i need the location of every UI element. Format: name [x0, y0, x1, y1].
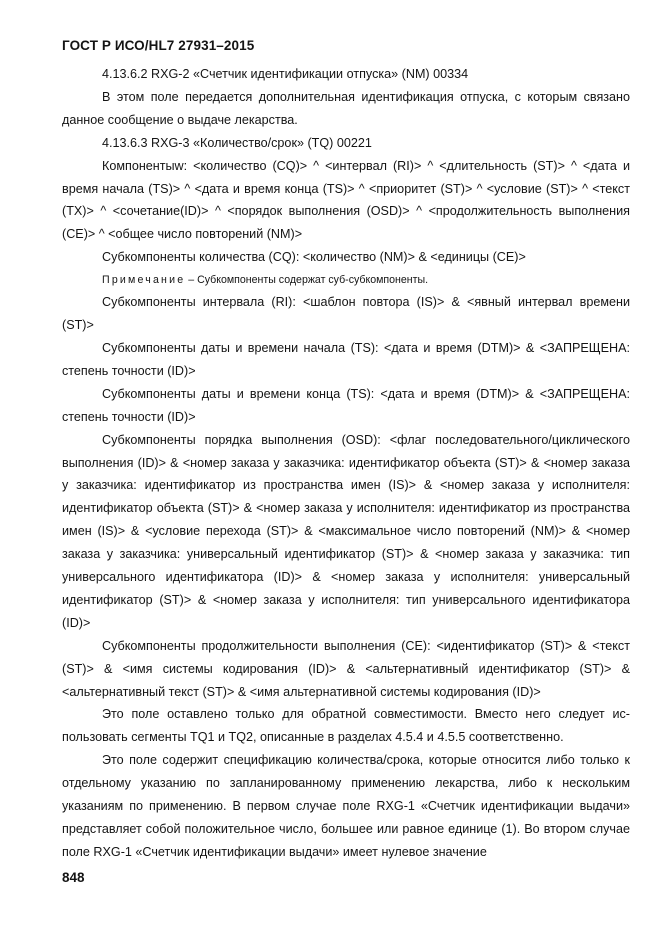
document-header: ГОСТ Р ИСО/HL7 27931–2015 — [62, 38, 255, 53]
components-paragraph: Компонентыw: <количество (CQ)> ^ <интервал (RI)> ^ <длительность (ST)> ^ <дата и время начала (TS)> ^ <дата и время конца (TS)> ^ <приоритет (ST)> ^ <условие (ST)> ^ <текст (TX)> ^ <сочетание(ID)> ^ <порядок выполнения (OSD)> ^ <продолжительность выполнения (CE)> ^ <общее число повторений (NM)> — [62, 158, 630, 242]
section-heading-rxg-2: 4.13.6.2 RXG-2 «Счетчик идентификации отпуска» (NM) 00334 — [102, 67, 469, 81]
backward-compatibility-paragraph: Это поле оставлено только для обратной совместимости. Вместо него следует использовать сегменты TQ1 и TQ2, описанные в разделах 4.5.4 и 4.5.5 соответственно. — [62, 707, 630, 745]
duration-subcomponents-paragraph: Субкомпоненты продолжительности выполнения (CE): <идентификатор (ST)> & <текст (ST)> & <имя системы кодирования (ID)> & <альтернативный идентификатор (ST)> & <альтернативный текст (ST)> & <имя альтернативной системы кодирования (ID)> — [62, 638, 630, 699]
document-body — [62, 63, 630, 864]
quantity-timing-description-paragraph: Это поле содержит спецификацию количества/срока, которые относится либо только к отдельному указанию по запланированному применению лекарства, либо к нескольким указаниям по применению. В первом случае поле RXG-1 «Счетчик идентификации выдачи» представляет собой положительное число, большее или равное единице (1). Во втором случае поле RXG-1 «Счетчик идентификации выдачи» имеет нулевое значение — [62, 753, 630, 859]
start-datetime-subcomponents-paragraph: Субкомпоненты даты и времени начала (TS): <дата и время (DTM)> & <ЗАПРЕЩЕНА: степень точности (ID)> — [62, 340, 630, 378]
end-datetime-subcomponents-paragraph: Субкомпоненты даты и времени конца (TS): <дата и время (DTM)> & <ЗАПРЕЩЕНА: степень точности (ID)> — [62, 386, 631, 424]
section-heading-rxg-3: 4.13.6.3 RXG-3 «Количество/срок» (TQ) 00221 — [102, 135, 372, 150]
quantity-subcomponents-paragraph: Субкомпоненты количества (CQ): <количество (NM)> & <единицы (CE)> — [102, 250, 526, 265]
order-sequencing-subcomponents-paragraph: Субкомпоненты порядка выполнения (OSD): <флаг последовательного/циклического выполнения (ID)> & <номер заказа у заказчика: идентификатор объекта (ST)> & <номер заказа у заказчика: идентификатор из пространства имен (IS)> & <номер заказа у исполнителя: идентификатор объекта (ST)> & <номер заказа у исполнителя: идентификатор из пространства имен (IS)> & <условие перехода (ST)> & <максимальное число повторений (NM)> & <номер заказа у заказчика: универсальный идентификатор (ST)> & <номер заказа у заказчика: тип универсального идентификатора (ID)> & <номер заказа у исполнителя: универсальный идентификатор (ST)> & <номер заказа у исполнителя: тип универсального идентификатора (ID)> — [62, 432, 630, 630]
note-label: Примечание — [102, 274, 186, 287]
note-text: – Субкомпоненты содержат суб-субкомпоненты. — [185, 274, 429, 287]
interval-subcomponents-paragraph: Субкомпоненты интервала (RI): <шаблон повтора (IS)> & <явный интервал времени (ST)> — [62, 295, 630, 333]
body-paragraph: В этом поле передается дополнительная идентификация отпуска, с которым связано данное сообщение о выдаче лекарства. — [62, 89, 630, 127]
page-number: 848 — [62, 870, 85, 885]
note — [62, 269, 630, 291]
